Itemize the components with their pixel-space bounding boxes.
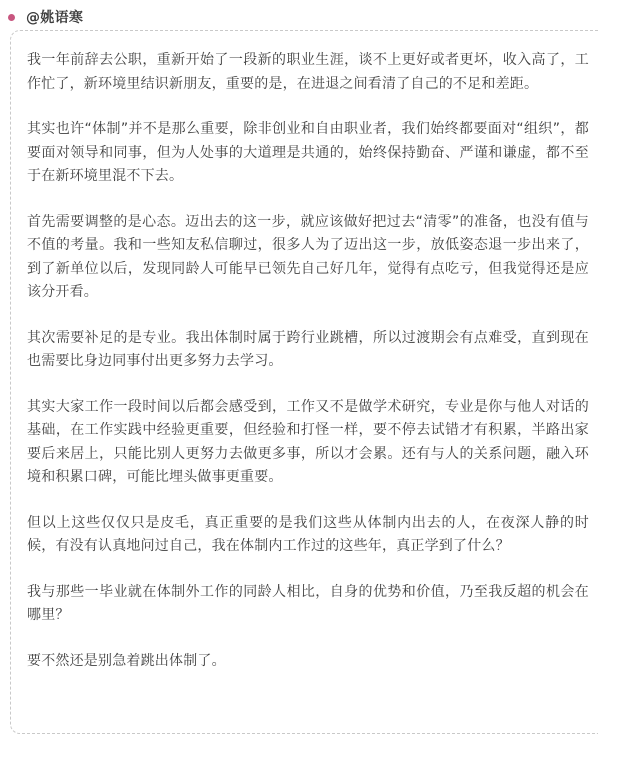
paragraph-5: 其实大家工作一段时间以后都会感受到，工作又不是做学术研究，专业是你与他人对话的基础，在工作实践中经验更重要，但经验和打怪一样，要不停去试错才有积累，半路出家要后来居上，只能比别人更努力去做更多事，所以才会累。还有与人的关系问题，融入环境和积累口碑，可能比埋头做事更重要。 [27,398,589,485]
author-name[interactable]: @姚语寒 [26,10,84,26]
paragraph-1: 我一年前辞去公职，重新开始了一段新的职业生涯，谈不上更好或者更坏，收入高了，工作忙了，新环境里结识新朋友，重要的是，在进退之间看清了自己的不足和差距。 [27,52,589,92]
paragraph-8: 要不然还是别急着跳出体制了。 [27,652,226,669]
paragraph-2: 其实也许“体制”并不是那么重要，除非创业和自由职业者，我们始终都要面对“组织”，都要面对领导和同事，但为人处事的大道理是共通的，始终保持勤奋、严谨和谦虚，都不至于在新环境里混不下去。 [27,121,589,184]
author-dot-icon [8,14,15,21]
paragraph-4: 其次需要补足的是专业。我出体制时属于跨行业跳槽，所以过渡期会有点难受，直到现在也需要比身边同事付出更多努力去学习。 [27,329,589,369]
paragraph-7: 我与那些一毕业就在体制外工作的同龄人相比，自身的优势和价值，乃至我反超的机会在哪里？ [27,583,589,623]
post-card [10,30,598,734]
author-row [8,6,83,28]
paragraph-3: 首先需要调整的是心态。迈出去的这一步，就应该做好把过去“清零”的准备，也没有值与不值的考量。我和一些知友私信聊过，很多人为了迈出这一步，放低姿态退一步出来了，到了新单位以后，发现同龄人可能早已领先自己好几年，觉得有点吃亏，但我觉得还是应该分开看。 [27,213,589,300]
paragraph-6: 但以上这些仅仅只是皮毛，真正重要的是我们这些从体制内出去的人，在夜深人静的时候，有没有认真地问过自己，我在体制内工作过的这些年，真正学到了什么？ [27,514,589,554]
post-content [27,49,589,673]
